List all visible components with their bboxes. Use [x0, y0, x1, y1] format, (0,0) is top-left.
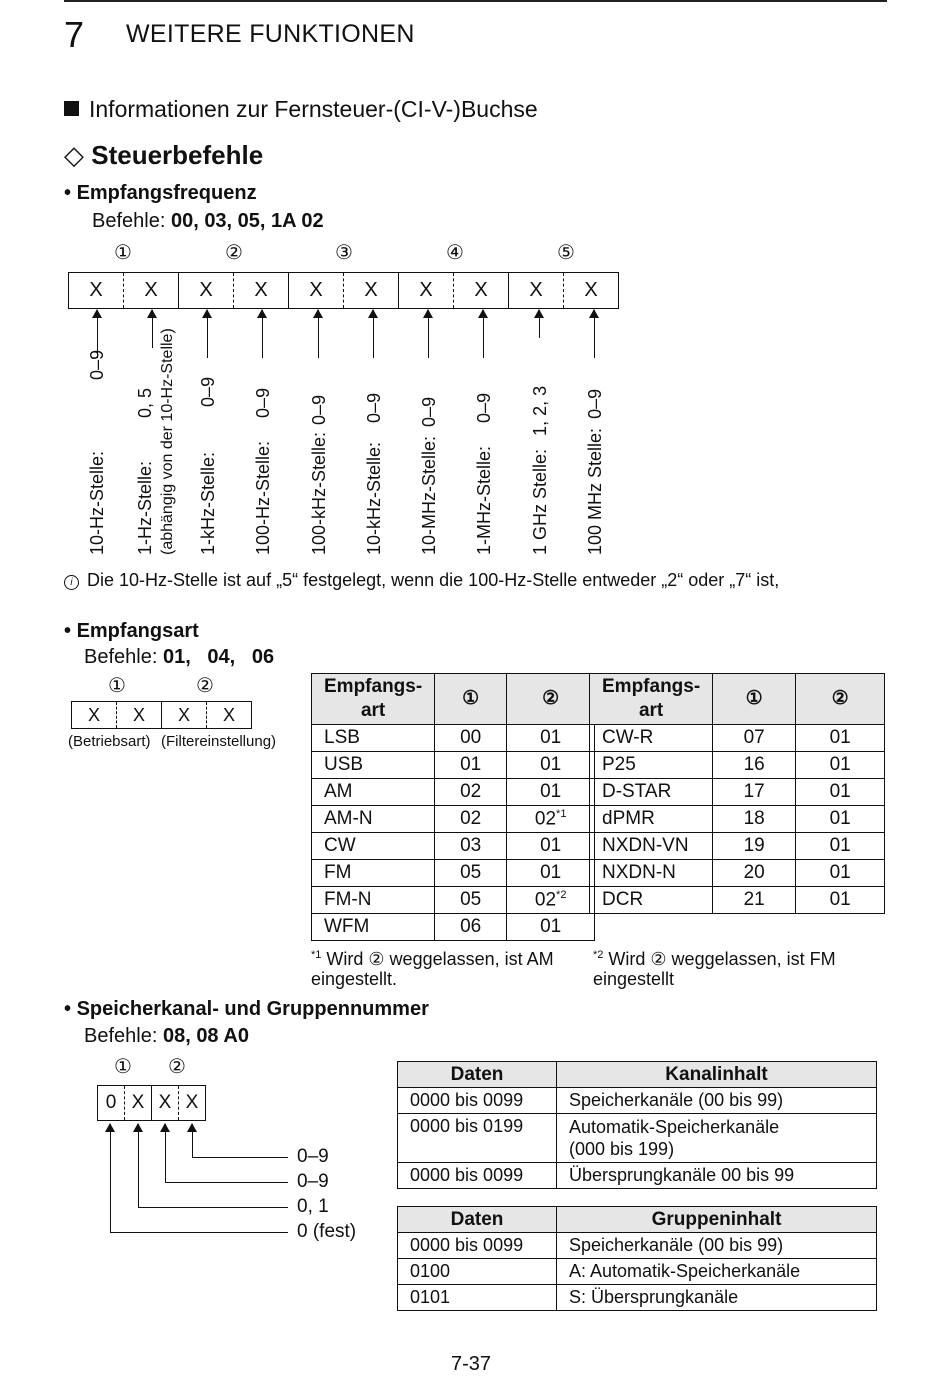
digit-label-1mhz: 1-MHz-Stelle: 0–9: [474, 392, 494, 555]
leader-line: [138, 1207, 288, 1208]
section-heading: [64, 96, 538, 123]
table-row: FM-N 05 02$^{*2}$: [312, 887, 595, 914]
digit-label-100mhz: 100 MHz Stelle: 0–9: [585, 388, 605, 555]
up-arrow-icon: [207, 310, 208, 358]
mem-cell: X: [152, 1086, 179, 1121]
leader-line: [165, 1182, 288, 1183]
mem-label: 0, 1: [297, 1196, 329, 1217]
diamond-icon: ◇: [64, 140, 84, 170]
mode-label-filter: (Filtereinstellung): [161, 733, 277, 750]
table-row: dPMR 18 01: [590, 806, 885, 833]
freq-circle-1: ①: [114, 242, 132, 264]
group-table: [397, 1206, 877, 1311]
freq-circle-5: ⑤: [557, 242, 575, 264]
up-arrow-icon: [594, 310, 595, 358]
up-arrow-icon: [262, 310, 263, 358]
table-row: NXDN-VN 19 01: [590, 833, 885, 860]
freq-cell: X: [399, 273, 454, 309]
footnote-2: $^{*2}$ Wird ② weggelassen, ist FM eingestellt: [593, 949, 836, 989]
table-row: NXDN-N 20 01: [590, 860, 885, 887]
table-row: CW 03 01: [312, 833, 595, 860]
mem-circle-1: ①: [114, 1056, 132, 1078]
up-arrow-icon: [373, 310, 374, 358]
group-table-header: Daten: [398, 1207, 557, 1233]
freq-note: i Die 10-Hz-Stelle ist auf „5“ festgelegt, wenn die 100-Hz-Stelle entweder „2“ oder „7“ ist,: [64, 570, 779, 591]
freq-heading: • Empfangsfrequenz: [64, 182, 257, 204]
freq-cell: X: [289, 273, 344, 309]
table-row: AM-N 02 02$^{*1}$: [312, 806, 595, 833]
mode-table-header: Empfangs-art: [312, 674, 435, 725]
digit-label-1hz: 1-Hz-Stelle: 0, 5: [135, 387, 155, 555]
mode-cell: X: [207, 702, 252, 729]
freq-cell: X: [69, 273, 124, 309]
up-arrow-icon: [428, 310, 429, 358]
up-arrow-icon: [539, 310, 540, 338]
freq-circle-4: ④: [446, 242, 464, 264]
info-icon: i: [64, 575, 79, 590]
up-arrow-icon: [152, 310, 153, 348]
mode-cell: X: [72, 702, 117, 729]
up-arrow-icon: [192, 1124, 193, 1157]
mode-table-header: ②: [796, 674, 885, 725]
freq-cell: X: [234, 273, 289, 309]
mode-circle-2: ②: [196, 675, 214, 697]
table-row: AM 02 01: [312, 779, 595, 806]
subsection-heading: [64, 140, 263, 171]
up-arrow-icon: [138, 1124, 139, 1207]
freq-commands: Befehle: 00, 03, 05, 1A 02: [92, 210, 324, 232]
digit-label-1hz-note: (abhängig von der 10-Hz-Stelle): [159, 328, 176, 555]
table-row: P25 16 01: [590, 752, 885, 779]
chapter-title: WEITERE FUNKTIONEN: [126, 20, 415, 48]
mode-table-header: Empfangs-art: [590, 674, 713, 725]
channel-table: [397, 1061, 877, 1189]
mode-cell: X: [117, 702, 162, 729]
mem-cell: X: [179, 1086, 206, 1121]
table-row: CW-R 07 01: [590, 725, 885, 752]
table-row: FM 05 01: [312, 860, 595, 887]
table-row: WFM 06 01: [312, 914, 595, 941]
digit-label-10khz: 10-kHz-Stelle: 0–9: [364, 392, 384, 555]
freq-cell: X: [454, 273, 509, 309]
leader-line: [110, 1232, 288, 1233]
mem-label: 0–9: [297, 1171, 329, 1192]
mem-label: 0 (fest): [297, 1221, 357, 1242]
mode-circle-1: ①: [108, 675, 126, 697]
mem-commands: Befehle: 08, 08 A0: [84, 1025, 249, 1047]
header-rule: [64, 0, 887, 2]
up-arrow-icon: [483, 310, 484, 358]
freq-cell: X: [124, 273, 179, 309]
freq-digit-box: [68, 272, 619, 309]
table-row: 0000 bis 0199 Automatik-Speicherkanäle (000 bis 199): [398, 1114, 877, 1163]
mode-heading: • Empfangsart: [64, 620, 199, 642]
mode-table-header: ②: [507, 674, 595, 725]
channel-table-header: Kanalinhalt: [557, 1062, 877, 1088]
up-arrow-icon: [110, 1124, 111, 1232]
freq-circle-2: ②: [225, 242, 243, 264]
footnote-1: $^{*1}$ Wird ② weggelassen, ist AM eingestellt.: [311, 949, 554, 989]
freq-cell: X: [564, 273, 619, 309]
table-row: 0000 bis 0099 Speicherkanäle (00 bis 99): [398, 1233, 877, 1259]
up-arrow-icon: [318, 310, 319, 358]
digit-label-10mhz: 10-MHz-Stelle: 0–9: [419, 396, 439, 555]
section-title: Informationen zur Fernsteuer-(CI-V-)Buchse: [89, 96, 538, 122]
digit-label-100khz: 100-kHz-Stelle: 0–9: [309, 394, 329, 555]
channel-table-header: Daten: [398, 1062, 557, 1088]
digit-label-10hz: 10-Hz-Stelle: 0–9: [87, 349, 107, 555]
up-arrow-icon: [165, 1124, 166, 1182]
freq-cell: X: [179, 273, 234, 309]
table-row: DCR 21 01: [590, 887, 885, 914]
mode-digit-box: [71, 701, 252, 729]
page-number: 7-37: [451, 1353, 492, 1375]
freq-cell: X: [509, 273, 564, 309]
mode-commands: Befehle: 01, 04, 06: [84, 646, 275, 668]
mode-cell: X: [162, 702, 207, 729]
group-table-header: Gruppeninhalt: [557, 1207, 877, 1233]
mem-label: 0–9: [297, 1146, 329, 1167]
chapter-number: 7: [64, 14, 85, 55]
square-bullet-icon: [64, 101, 79, 116]
table-row: 0100 A: Automatik-Speicherkanäle: [398, 1259, 877, 1285]
table-row: 0101 S: Übersprungkanäle: [398, 1285, 877, 1311]
mem-circle-2: ②: [168, 1056, 186, 1078]
digit-label-1khz: 1-kHz-Stelle: 0–9: [198, 376, 218, 555]
table-row: D-STAR 17 01: [590, 779, 885, 806]
table-row: USB 01 01: [312, 752, 595, 779]
leader-line: [192, 1157, 288, 1158]
mode-table-header: ①: [435, 674, 507, 725]
mem-cell: 0: [98, 1086, 125, 1121]
digit-label-100hz: 100-Hz-Stelle: 0–9: [253, 387, 273, 555]
mode-table-header: ①: [713, 674, 796, 725]
freq-circle-3: ③: [335, 242, 353, 264]
mem-heading: • Speicherkanal- und Gruppennummer: [64, 998, 429, 1020]
mem-cell: X: [125, 1086, 152, 1121]
table-row: 0000 bis 0099 Speicherkanäle (00 bis 99): [398, 1088, 877, 1114]
mode-label-betriebsart: (Betriebsart): [68, 733, 151, 750]
digit-label-1ghz: 1 GHz Stelle: 1, 2, 3: [530, 385, 550, 555]
mode-table-right: [589, 673, 885, 914]
mode-table-left: [311, 673, 595, 941]
table-row: 0000 bis 0099 Übersprungkanäle 00 bis 99: [398, 1163, 877, 1189]
mem-digit-box: [97, 1085, 206, 1121]
table-row: LSB 00 01: [312, 725, 595, 752]
subsection-title: Steuerbefehle: [91, 140, 264, 170]
freq-cell: X: [344, 273, 399, 309]
